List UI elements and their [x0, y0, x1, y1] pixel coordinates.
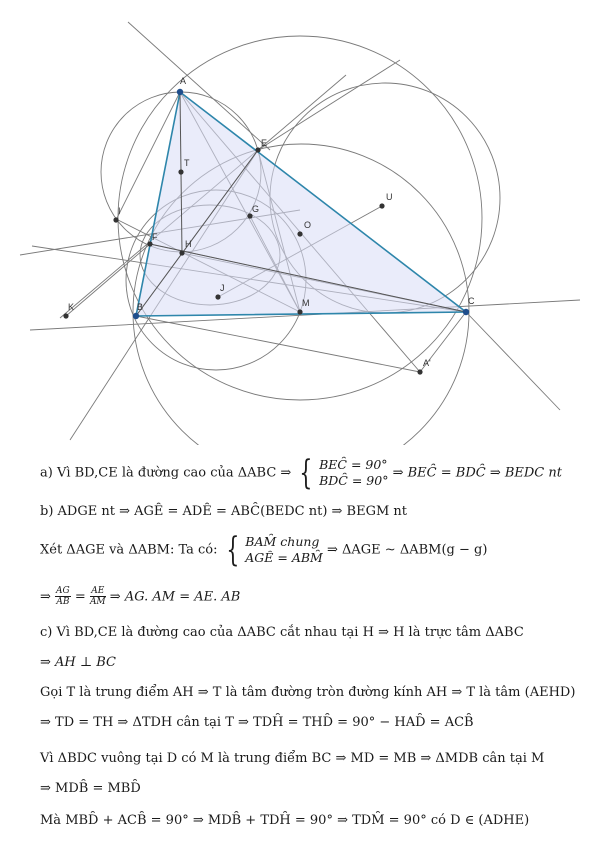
ratio-den-1: AB	[56, 597, 70, 608]
point-j	[215, 294, 220, 299]
part-a-lead: a) Vì BD,CE là đường cao của ΔABC ⇒	[40, 465, 292, 481]
point-h	[179, 250, 184, 255]
part-a-eq2: BDC̑ = 90°	[319, 473, 389, 488]
part-c-5: Vì ΔBDC vuông tại D có M là trung điểm BC ⇒ MD = MB ⇒ ΔMDB cân tại M	[40, 751, 545, 766]
label-c: C	[468, 296, 475, 306]
similar-system: { BAM̑ chung AGȆ = ABM̑	[225, 530, 323, 570]
part-a-tail: ⇒ BEC̑ = BDC̑ ⇒ BEDC nt	[392, 465, 562, 481]
ratio-den-2: AM	[89, 597, 106, 608]
ratio-line	[40, 586, 240, 608]
label-f: F	[152, 232, 158, 242]
ratio-eq: =	[74, 589, 86, 605]
point-e	[255, 147, 260, 152]
point-o	[297, 231, 302, 236]
part-c-2: ⇒ AH ⊥ BC	[40, 655, 116, 670]
point-b	[133, 313, 139, 319]
similar-triangles	[40, 530, 488, 570]
part-c-3: Gọi T là trung điểm AH ⇒ T là tâm đường tròn đường kính AH ⇒ T là tâm (AEHD)	[40, 685, 576, 700]
ratio-pre: ⇒	[40, 589, 51, 605]
label-b: B	[137, 302, 144, 312]
part-a-system: { BEC̑ = 90° BDC̑ = 90°	[299, 453, 389, 493]
label-a: A	[180, 76, 187, 86]
point-a-prime	[417, 369, 422, 374]
ratio-num-2: AE	[91, 586, 105, 596]
label-a-prime: A'	[423, 358, 431, 368]
part-c-1: c) Vì BD,CE là đường cao của ΔABC cắt nhau tại H ⇒ H là trực tâm ΔABC	[40, 625, 524, 640]
part-c-7: Mà MBD̑ + ACB̑ = 90° ⇒ MDB̑ + TDH̑ = 90° ⇒ TDM̑ = 90° có D ∈ (ADHE)	[40, 813, 530, 828]
point-u	[379, 203, 384, 208]
point-g	[247, 213, 252, 218]
label-k: K	[68, 302, 75, 312]
ratio-frac-2	[90, 586, 106, 608]
part-c-6: ⇒ MDB̑ = MBD̑	[40, 781, 141, 796]
point-c	[463, 309, 469, 315]
label-t: T	[184, 158, 190, 168]
similar-lead: Xét ΔAGE và ΔABM: Ta có:	[40, 542, 218, 558]
point-f	[147, 241, 152, 246]
similar-tail: ⇒ ΔAGE ∼ ΔABM(g − g)	[327, 542, 488, 558]
point-k	[63, 313, 68, 318]
ratio-tail: ⇒ AG. AM = AE. AB	[109, 589, 241, 605]
label-g: G	[252, 204, 260, 214]
label-o: O	[304, 220, 312, 230]
label-h: H	[185, 239, 192, 249]
part-a	[40, 453, 562, 493]
point-m	[297, 309, 302, 314]
similar-eq2: AGȆ = ABM̑	[245, 550, 323, 565]
triangle-abc	[136, 92, 466, 316]
label-i: I	[118, 206, 121, 216]
point-a	[177, 89, 183, 95]
part-a-eq1: BEC̑ = 90°	[319, 457, 388, 473]
label-u: U	[386, 192, 393, 202]
part-c-4: ⇒ TD = TH ⇒ ΔTDH cân tại T ⇒ TDH̑ = THD̑ = 90° − HAD̑ = ACB̑	[40, 715, 474, 730]
part-b: b) ADGE nt ⇒ AGȆ = ADȆ = ABC̑(BEDC nt) ⇒ BEGM nt	[40, 504, 408, 519]
ratio-frac-1	[55, 586, 71, 608]
label-j: J	[220, 283, 225, 293]
label-e: E	[261, 138, 268, 148]
point-t	[178, 169, 183, 174]
ratio-num-1: AG	[56, 586, 70, 596]
similar-eq1: BAM̑ chung	[245, 534, 320, 550]
point-i	[113, 217, 118, 222]
label-m: M	[302, 298, 310, 308]
